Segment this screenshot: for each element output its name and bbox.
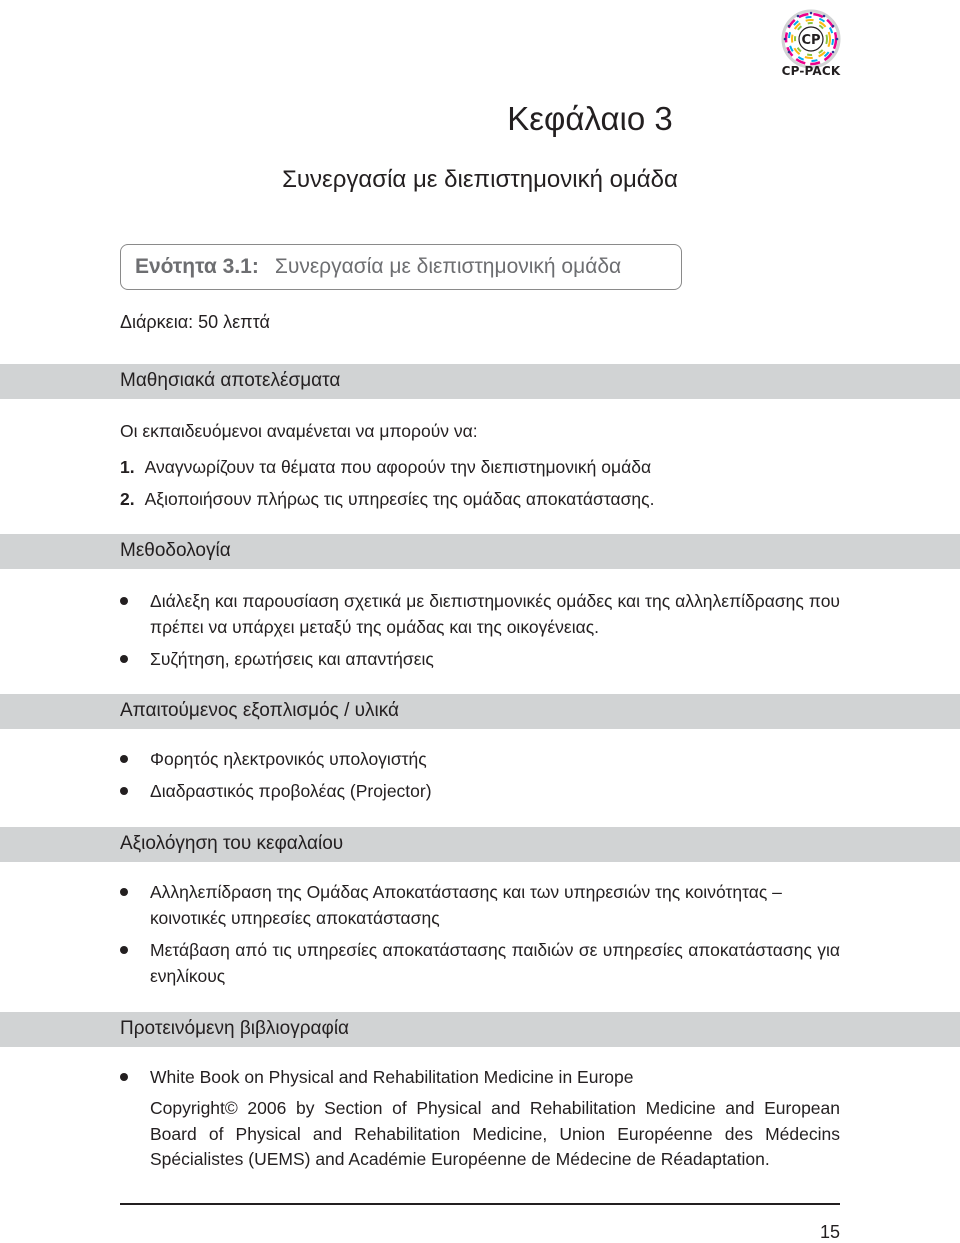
section-bar-equipment bbox=[0, 694, 960, 729]
outcome-item bbox=[120, 455, 651, 480]
bullet-icon bbox=[120, 1073, 128, 1081]
equipment-item: Διαδραστικός προβολέας (Projector) bbox=[150, 781, 432, 801]
evaluation-item: Μετάβαση από τις υπηρεσίες αποκατάστασης παιδιών σε υπηρεσίες αποκατάστασης για ενηλίκους bbox=[150, 940, 840, 986]
section-bar-evaluation bbox=[0, 827, 960, 862]
duration-value: 50 λεπτά bbox=[198, 312, 270, 332]
methodology-item: Συζήτηση, ερωτήσεις και απαντήσεις bbox=[150, 649, 434, 669]
bibliography-item: White Book on Physical and Rehabilitation Medicine in Europe bbox=[150, 1067, 634, 1087]
section-bar-bibliography bbox=[0, 1012, 960, 1047]
unit-label: Ενότητα 3.1: bbox=[135, 255, 259, 278]
bullet-icon bbox=[120, 787, 128, 795]
bullet-icon bbox=[120, 597, 128, 605]
methodology-item: Διάλεξη και παρουσίαση σχετικά με διεπιστημονικές ομάδες και της αλληλεπίδρασης που πρέπει να υπάρχει μεταξύ της ομάδας και της οικογένειας. bbox=[150, 591, 840, 637]
page-number: 15 bbox=[819, 1222, 840, 1242]
duration-label: Διάρκεια: bbox=[120, 312, 194, 332]
bullet-icon bbox=[120, 946, 128, 954]
outcome-item bbox=[120, 487, 654, 512]
bullet-icon bbox=[120, 755, 128, 763]
equipment-item: Φορητός ηλεκτρονικός υπολογιστής bbox=[150, 749, 427, 769]
chapter-subtitle: Συνεργασία με διεπιστημονική ομάδα bbox=[282, 166, 678, 193]
evaluation-item: Αλληλεπίδραση της Ομάδας Αποκατάστασης και των υπηρεσιών της κοινότητας – κοινοτικές υπηρεσίες αποκατάστασης bbox=[150, 882, 782, 928]
outcome-number: 1. bbox=[120, 457, 135, 477]
outcome-text: Αναγνωρίζουν τα θέματα που αφορούν την διεπιστημονική ομάδα bbox=[144, 457, 652, 477]
section-heading-equipment: Απαιτούμενος εξοπλισμός / υλικά bbox=[120, 700, 400, 721]
unit-box bbox=[120, 244, 682, 290]
section-bar-methodology bbox=[0, 534, 960, 569]
section-bar-outcomes bbox=[0, 364, 960, 399]
section-heading-outcomes: Μαθησιακά αποτελέσματα bbox=[120, 370, 341, 391]
footer-rule bbox=[120, 1203, 840, 1205]
bibliography-copyright: Copyright© 2006 by Section of Physical and Rehabilitation Medicine and European Board of Physical and Rehabilitation Medicine, Union Européenne des Médecins Spécialistes (UEMS) and Académie Européenne de Médecine de Réadaptation. bbox=[150, 1098, 840, 1169]
section-heading-methodology: Μεθοδολογία bbox=[120, 540, 231, 561]
chapter-title: Κεφάλαιο 3 bbox=[507, 100, 673, 137]
bullet-icon bbox=[120, 888, 128, 896]
section-heading-bibliography: Προτεινόμενη βιβλιογραφία bbox=[120, 1018, 350, 1039]
duration bbox=[120, 312, 270, 333]
outcome-number: 2. bbox=[120, 489, 135, 509]
outcomes-intro: Οι εκπαιδευόμενοι αναμένεται να μπορούν να: bbox=[120, 421, 478, 441]
bullet-icon bbox=[120, 655, 128, 663]
section-heading-evaluation: Αξιολόγηση του κεφαλαίου bbox=[120, 833, 344, 854]
outcome-text: Αξιοποιήσουν πλήρως τις υπηρεσίες της ομάδας αποκατάστασης. bbox=[144, 489, 655, 509]
unit-title: Συνεργασία με διεπιστημονική ομάδα bbox=[274, 255, 622, 278]
svg-text:CP: CP bbox=[801, 33, 821, 48]
logo-text: CP-PACK bbox=[781, 64, 841, 78]
